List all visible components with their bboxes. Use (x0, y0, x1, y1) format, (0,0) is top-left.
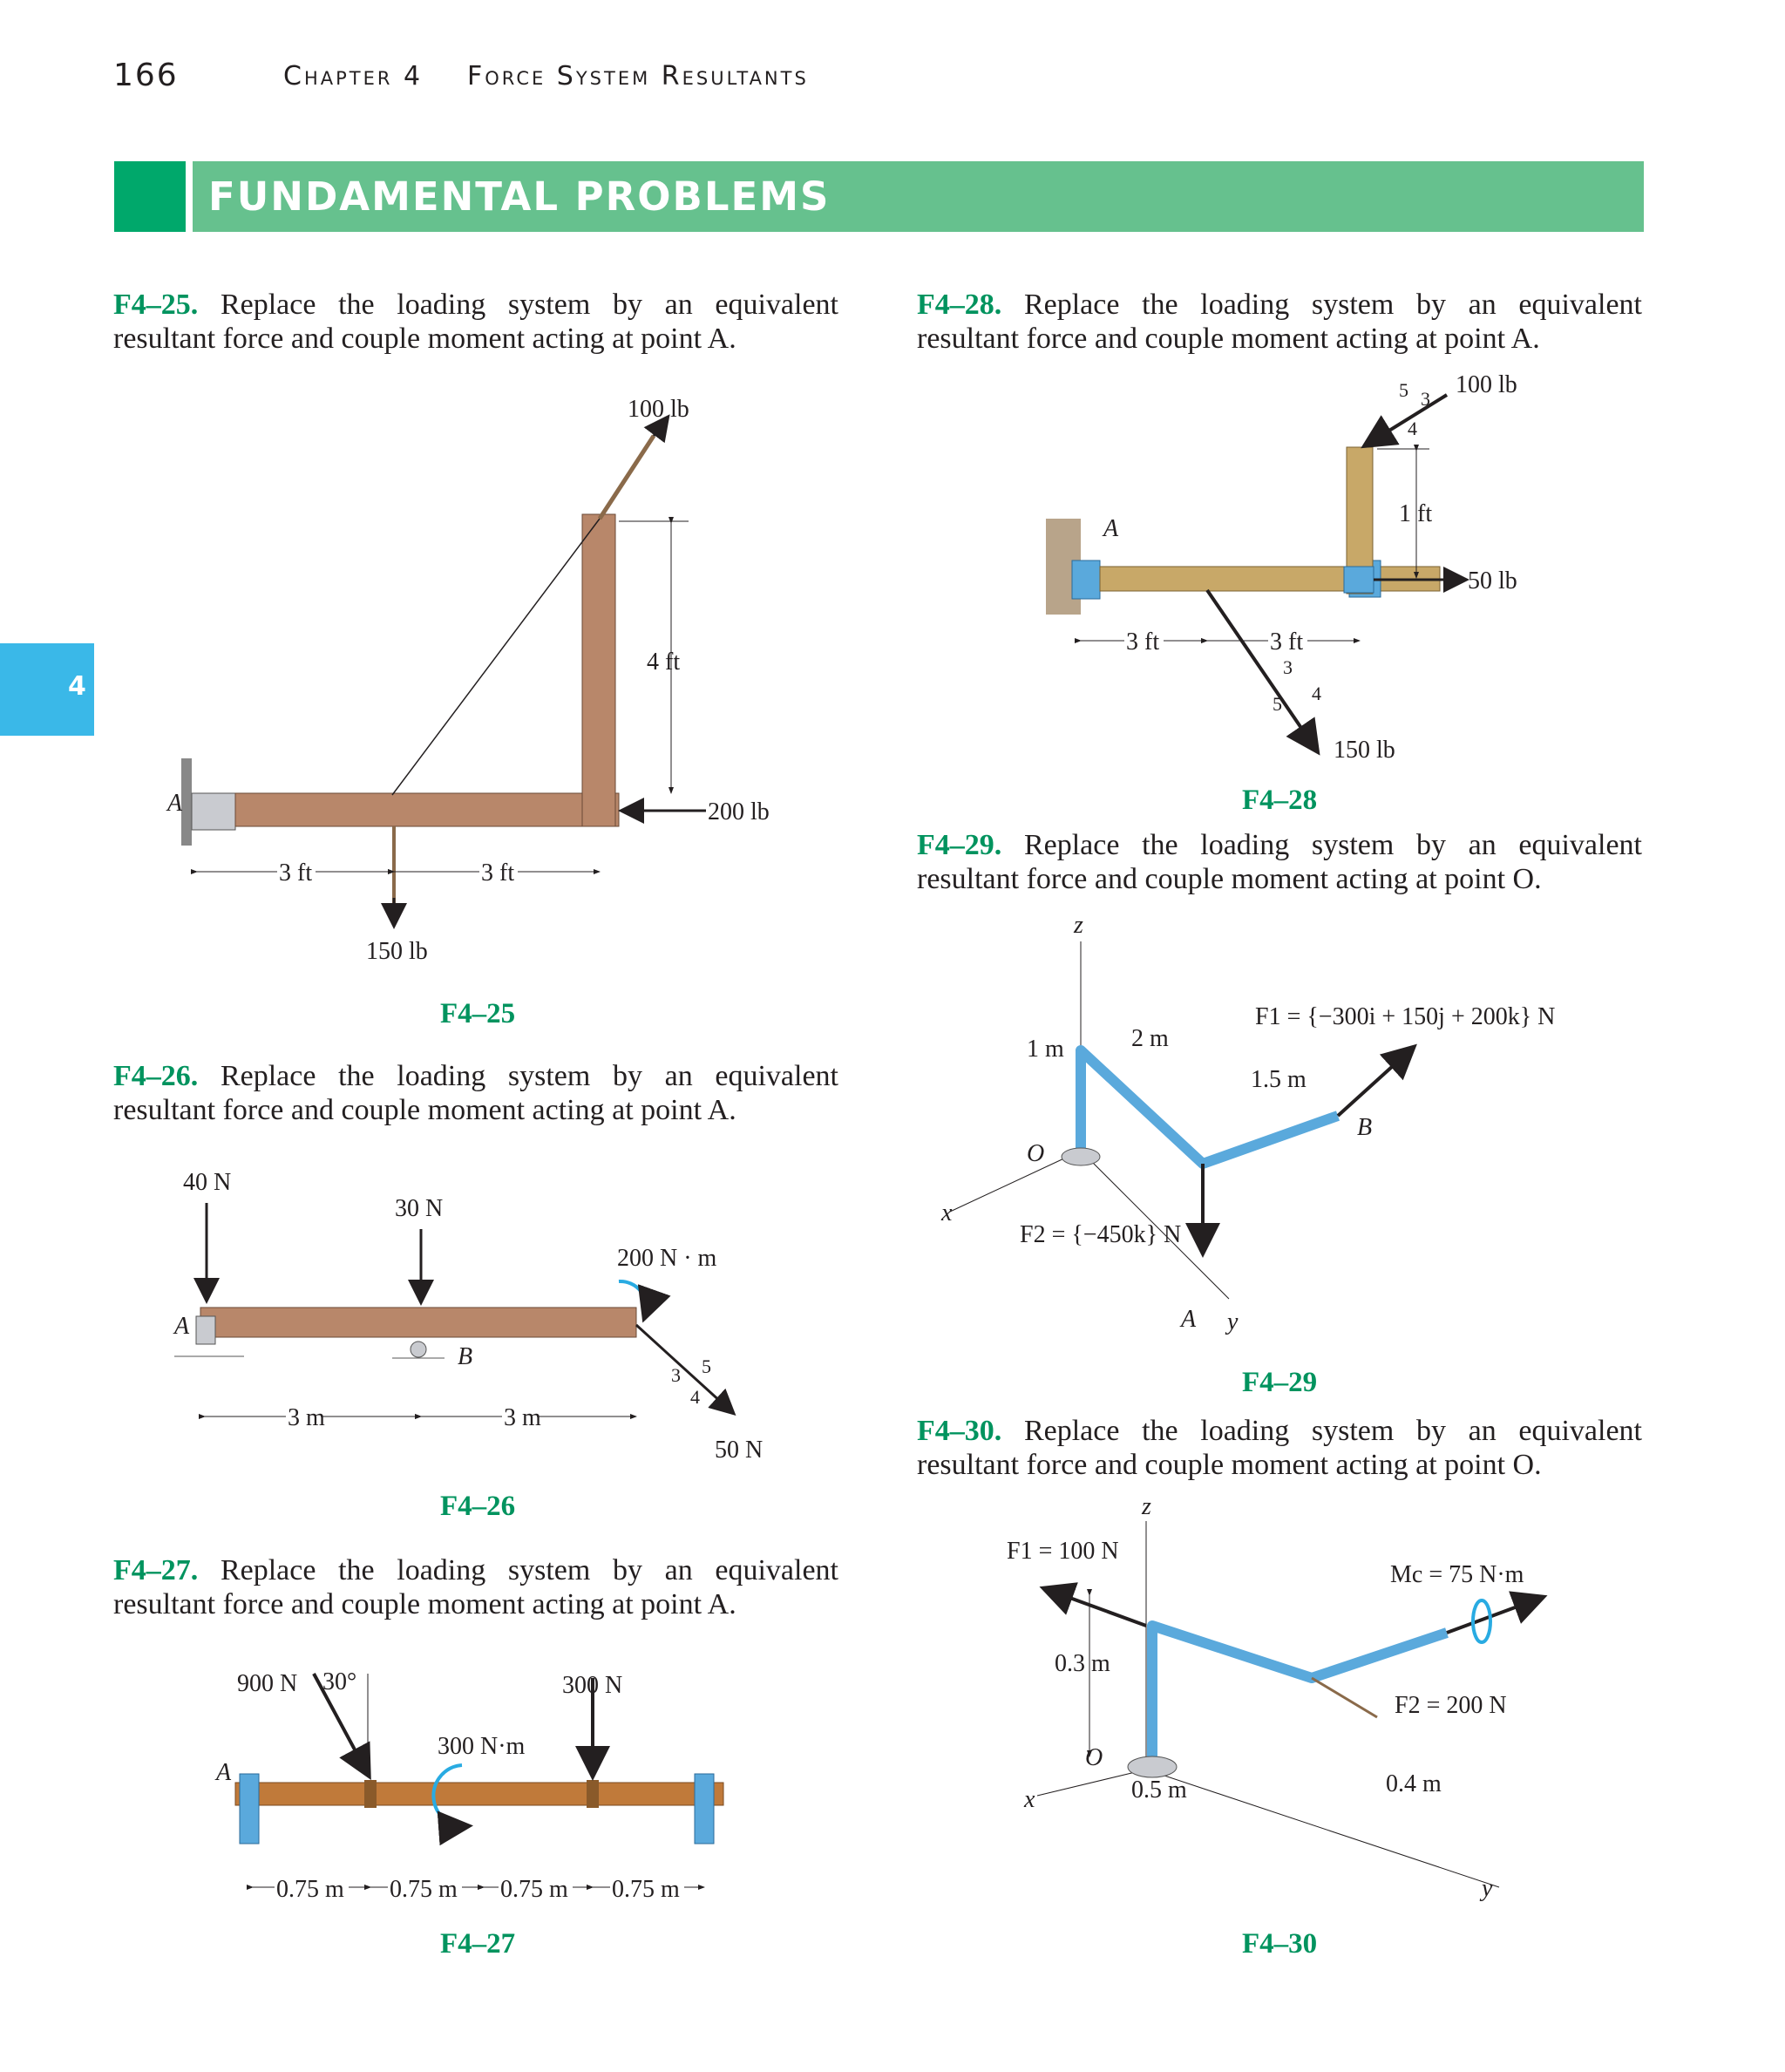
label-1-5m: 1.5 m (1251, 1066, 1307, 1093)
chapter-side-tab (0, 643, 94, 736)
label-point-b: B (1357, 1114, 1373, 1141)
side-tab-label: 4 (68, 671, 86, 702)
collar-1 (364, 1780, 377, 1808)
force-f1-arrow (1046, 1589, 1146, 1626)
problem-text: Replace the loading system by an equivalent resultant force and couple moment acting at point A. (917, 289, 1643, 355)
caption-f4-29: F4–29 (1242, 1367, 1318, 1398)
page-number: 166 (113, 58, 179, 93)
problem-number: F4–25. (113, 289, 199, 321)
problem-f4-27 (113, 1553, 838, 1621)
label-point-a: A (1181, 1306, 1197, 1333)
label-3ft-b: 3 ft (1270, 628, 1304, 656)
label-3ft-a: 3 ft (1126, 628, 1160, 656)
force-100lb-arrow (1367, 395, 1447, 445)
force-f2-line (1312, 1678, 1377, 1717)
problem-f4-26 (113, 1059, 838, 1127)
label-0-3m: 0.3 m (1055, 1650, 1110, 1677)
section-banner (114, 161, 1644, 232)
problem-text: Replace the loading system by an equivalent resultant force and couple moment acting at point A. (113, 1554, 839, 1620)
banner-accent-block (114, 161, 186, 232)
cable (392, 519, 600, 795)
problem-f4-28 (917, 288, 1642, 356)
label-300nm: 300 N·m (438, 1733, 526, 1760)
label-point-o: O (1027, 1140, 1045, 1167)
label-3ft-a: 3 ft (279, 859, 313, 887)
caption-f4-26: F4–26 (440, 1491, 516, 1522)
support-right (695, 1774, 714, 1844)
force-50n-arrow (636, 1325, 732, 1412)
label-d4: 0.75 m (612, 1876, 680, 1903)
label-900n: 900 N (237, 1670, 298, 1697)
label-point-a: A (174, 1313, 190, 1340)
label-200lb: 200 lb (708, 798, 770, 825)
label-d2: 0.75 m (390, 1876, 458, 1903)
figure-f4-29 (924, 907, 1621, 1342)
label-point-a: A (216, 1759, 232, 1786)
bracket (192, 793, 235, 830)
slope-5b: 5 (1273, 693, 1282, 715)
figure-f4-27 (200, 1656, 776, 1918)
beam (200, 1308, 636, 1337)
support-left (240, 1774, 259, 1844)
label-1m: 1 m (1027, 1036, 1064, 1063)
label-30n: 30 N (395, 1195, 444, 1222)
label-150lb: 150 lb (366, 938, 428, 965)
problem-number: F4–28. (917, 289, 1002, 321)
slope-3: 3 (671, 1364, 681, 1386)
problem-f4-25 (113, 288, 838, 356)
label-point-b: B (458, 1343, 473, 1370)
moment-axis-arrow (1447, 1598, 1541, 1633)
label-2m: 2 m (1131, 1025, 1169, 1052)
problem-text: Replace the loading system by an equivalent resultant force and couple moment acting at point O. (917, 829, 1643, 895)
label-30deg: 30° (322, 1668, 357, 1695)
slope-5: 5 (702, 1355, 711, 1377)
label-x: x (941, 1199, 953, 1226)
label-x: x (1024, 1786, 1035, 1813)
chapter-title: Force System Resultants (467, 61, 809, 92)
label-y: y (1227, 1308, 1239, 1335)
label-1ft: 1 ft (1399, 500, 1433, 527)
label-100lb: 100 lb (1456, 371, 1517, 398)
base-plate (1062, 1148, 1100, 1165)
chapter-label: Chapter 4 (283, 61, 424, 92)
caption-f4-30: F4–30 (1242, 1928, 1318, 1960)
label-z: z (1074, 912, 1083, 939)
horizontal-beam (235, 793, 619, 826)
label-y: y (1482, 1875, 1493, 1902)
slope-3b: 3 (1283, 656, 1293, 678)
label-0-5m: 0.5 m (1131, 1776, 1187, 1804)
label-4ft: 4 ft (647, 649, 681, 676)
roller-support-b (411, 1342, 426, 1357)
label-f2: F2 = {−450k} N (1020, 1221, 1182, 1248)
label-point-o: O (1085, 1744, 1103, 1771)
rope-top (600, 436, 654, 519)
section-title: FUNDAMENTAL PROBLEMS (208, 173, 831, 220)
problem-number: F4–27. (113, 1554, 199, 1586)
figure-f4-28 (1028, 362, 1639, 771)
label-50lb: 50 lb (1468, 567, 1517, 594)
shaft (235, 1783, 723, 1805)
label-f2: F2 = 200 N (1395, 1692, 1507, 1719)
label-f1: F1 = 100 N (1007, 1538, 1119, 1565)
problem-f4-29 (917, 828, 1642, 896)
y-axis (1146, 1770, 1499, 1887)
figure-f4-30 (959, 1495, 1569, 1913)
collar-2 (587, 1780, 599, 1808)
label-0-4m: 0.4 m (1386, 1770, 1442, 1797)
label-f1: F1 = {−300i + 150j + 200k} N (1255, 1003, 1556, 1030)
caption-f4-28: F4–28 (1242, 785, 1318, 816)
label-point-a: A (167, 790, 183, 817)
force-150lb-arrow (1207, 590, 1316, 750)
label-point-a: A (1103, 515, 1119, 542)
slope-5: 5 (1399, 379, 1408, 401)
label-3m-b: 3 m (504, 1404, 541, 1431)
figure-f4-25 (157, 384, 784, 994)
slope-4b: 4 (1312, 683, 1321, 704)
problem-number: F4–29. (917, 829, 1002, 861)
caption-f4-27: F4–27 (440, 1928, 516, 1960)
problem-text: Replace the loading system by an equivalent resultant force and couple moment acting at point A. (113, 1060, 839, 1126)
x-axis (1037, 1770, 1146, 1796)
slope-4: 4 (690, 1386, 700, 1408)
label-150lb: 150 lb (1334, 737, 1395, 764)
label-mc: Mc = 75 N·m (1390, 1561, 1524, 1588)
problem-text: Replace the loading system by an equivalent resultant force and couple moment acting at point A. (113, 289, 839, 355)
problem-number: F4–30. (917, 1415, 1002, 1447)
figure-f4-26 (157, 1159, 784, 1491)
label-200nm: 200 N · m (617, 1245, 717, 1272)
corner-bracket (1344, 567, 1374, 593)
problem-number: F4–26. (113, 1060, 199, 1092)
wall-plate (181, 758, 192, 846)
x-axis (950, 1151, 1081, 1212)
label-50n: 50 N (715, 1437, 764, 1464)
pin-support-a (196, 1316, 215, 1344)
caption-f4-25: F4–25 (440, 998, 516, 1029)
label-d1: 0.75 m (276, 1876, 344, 1903)
label-3ft-b: 3 ft (481, 859, 515, 887)
problem-f4-30 (917, 1414, 1642, 1482)
slope-3: 3 (1421, 388, 1430, 410)
label-40n: 40 N (183, 1169, 232, 1196)
vertical-post (582, 514, 615, 826)
label-300n: 300 N (562, 1672, 623, 1699)
label-100lb: 100 lb (628, 396, 689, 423)
label-3m-a: 3 m (288, 1404, 325, 1431)
problem-text: Replace the loading system by an equivalent resultant force and couple moment acting at point O. (917, 1415, 1643, 1481)
slope-4: 4 (1408, 418, 1417, 439)
wall-bracket (1072, 560, 1100, 599)
force-f1-arrow (1338, 1049, 1412, 1116)
base-plate (1128, 1756, 1177, 1777)
label-z: z (1142, 1495, 1151, 1520)
label-d3: 0.75 m (500, 1876, 568, 1903)
